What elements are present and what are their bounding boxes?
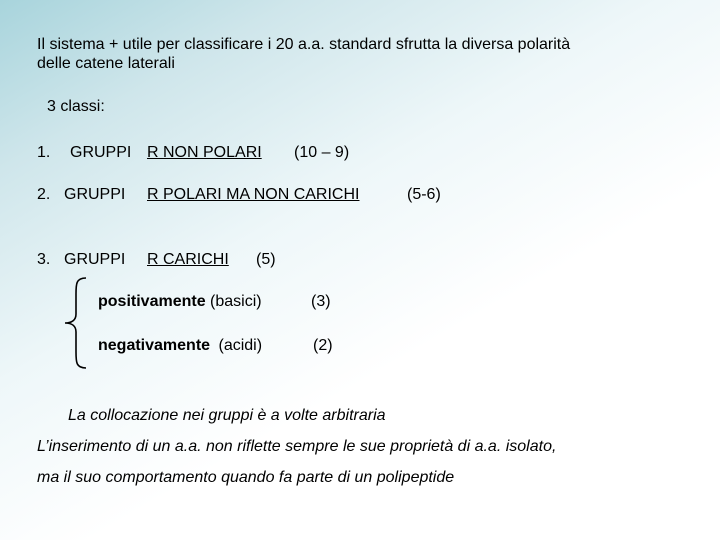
group-3-number: 3. xyxy=(37,251,51,268)
group-2-prefix: GRUPPI xyxy=(64,186,126,203)
intro-line-1: Il sistema + utile per classificare i 20 a.a. standard sfrutta la diversa polarità xyxy=(37,36,571,53)
subgroup-negative-label xyxy=(98,336,262,356)
group-3-name: R CARICHI xyxy=(147,251,229,268)
subgroup-positive-name: positivamente xyxy=(98,293,206,310)
group-1-number: 1. xyxy=(37,144,51,161)
note-insertion: L’inserimento di un a.a. non riflette sempre le sue proprietà di a.a. isolato, xyxy=(37,438,557,455)
subgroup-negative-name: negativamente xyxy=(98,337,211,354)
group-2-name: R POLARI MA NON CARICHI xyxy=(147,186,360,203)
intro-line-2: delle catene laterali xyxy=(37,55,175,72)
subgroup-positive-type: (basici) xyxy=(210,293,262,310)
curly-brace-icon xyxy=(60,276,90,370)
subgroup-positive-label xyxy=(98,292,262,312)
group-1-prefix: GRUPPI xyxy=(70,144,132,161)
group-1-name: R NON POLARI xyxy=(147,144,262,161)
group-3-count: (5) xyxy=(256,251,276,268)
note-arbitrary: La collocazione nei gruppi è a volte arbitraria xyxy=(68,407,386,424)
subgroup-negative-type: (acidi) xyxy=(218,337,263,354)
group-3-prefix: GRUPPI xyxy=(64,251,126,268)
subgroup-negative-count: (2) xyxy=(313,337,333,354)
group-2-number: 2. xyxy=(37,186,51,203)
subgroup-positive-count: (3) xyxy=(311,293,331,310)
note-behavior: ma il suo comportamento quando fa parte di un polipeptide xyxy=(37,469,455,486)
classes-label: 3 classi: xyxy=(47,98,105,115)
group-1-count: (10 – 9) xyxy=(294,144,350,161)
group-2-count: (5-6) xyxy=(407,186,441,203)
